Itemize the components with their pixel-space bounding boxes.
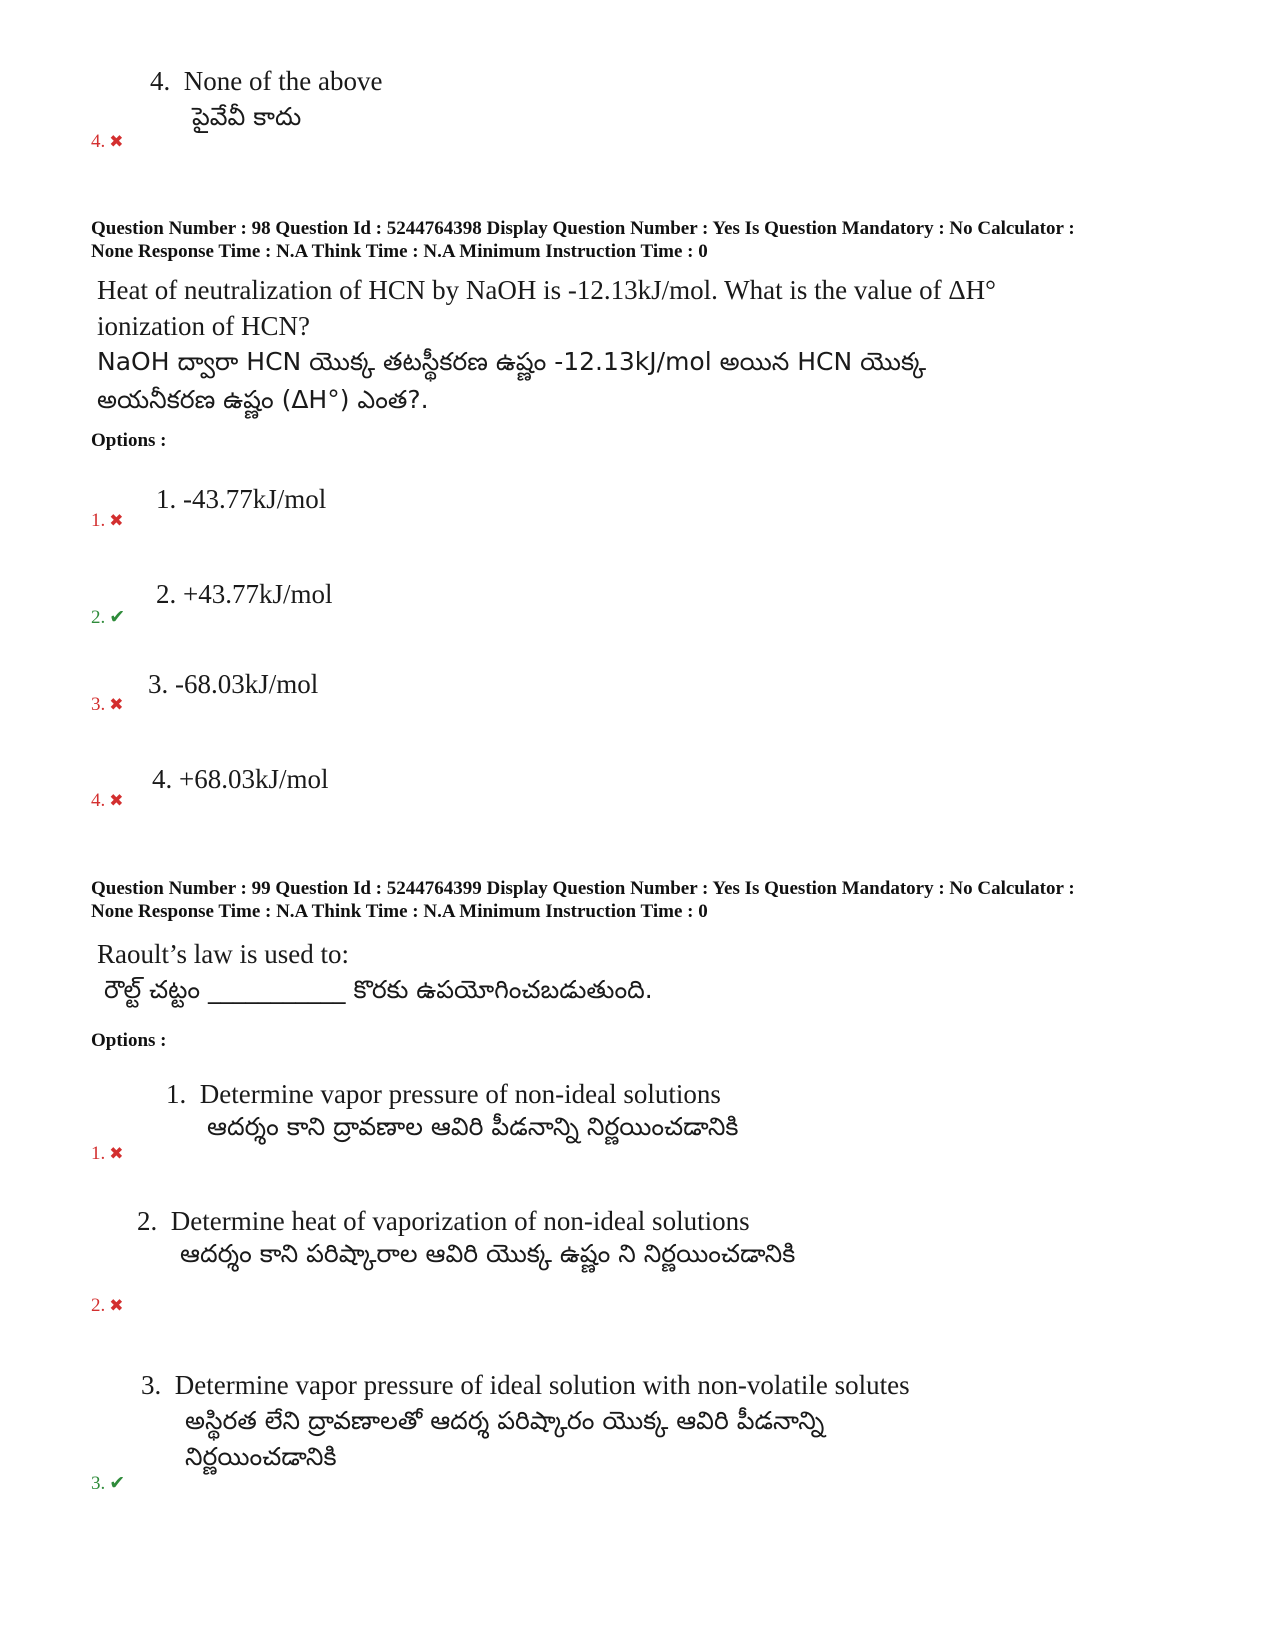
q98-meta <box>91 217 1201 263</box>
q99-option-3-telugu <box>185 1403 824 1475</box>
q99-option-2[interactable] <box>137 1203 750 1239</box>
q98-option-2[interactable]: 2. +43.77kJ/mol <box>156 579 333 609</box>
q99-option-3-telugu-line2: నిర్ణయించడానికి <box>185 1442 337 1471</box>
q98-option-4[interactable]: 4. +68.03kJ/mol <box>152 764 329 794</box>
q98-option-1-marker-label: 1. <box>91 510 106 531</box>
q99-question-text-en: Raoult’s law is used to: <box>97 939 349 969</box>
q98-option-2-marker-label: 2. <box>91 607 106 628</box>
q99-option-2-telugu: ఆదర్శం కాని పరిష్కారాల ఆవిరి యొక్క ఉష్ణం ని నిర్ణయించడానికి <box>180 1239 796 1268</box>
check-icon: ✔ <box>109 607 126 628</box>
q99-meta-line2: None Response Time : N.A Think Time : N.A Minimum Instruction Time : 0 <box>91 901 708 922</box>
q98-text-en-2: ionization of HCN? <box>97 311 310 341</box>
wrong-icon: ✖ <box>109 132 124 151</box>
q99-option-3-english: Determine vapor pressure of ideal solution with non-volatile solutes <box>174 1370 910 1400</box>
prev-option-4-marker <box>91 131 124 153</box>
wrong-icon: ✖ <box>109 695 124 714</box>
check-icon: ✔ <box>109 1473 126 1494</box>
q98-option-1-marker <box>91 510 124 532</box>
q99-option-1-english: Determine vapor pressure of non-ideal solutions <box>199 1079 721 1109</box>
wrong-icon: ✖ <box>109 1144 124 1163</box>
q98-question-text <box>97 272 996 344</box>
q99-option-1-telugu: ఆదర్శం కాని ద్రావణాల ఆవిరి పీడనాన్ని నిర్ణయించడానికి <box>207 1112 739 1141</box>
q99-option-1-marker-label: 1. <box>91 1143 106 1164</box>
prev-option-4-english <box>150 63 382 99</box>
prev-option-4-number: 4. <box>150 66 171 96</box>
q99-meta-line1: Question Number : 99 Question Id : 5244764399 Display Question Number : Yes Is Question Mandatory : No Calculator : <box>91 878 1075 899</box>
q99-option-2-number: 2. <box>137 1206 158 1236</box>
prev-option-4-english-text: None of the above <box>183 66 383 96</box>
q99-option-3-telugu-line1: అస్థిరత లేని ద్రావణాలతో ఆదర్శ పరిష్కారం యొక్క ఆవిరి పీడనాన్ని <box>185 1406 825 1435</box>
q98-option-3-marker-label: 3. <box>91 694 106 715</box>
q99-option-3-marker-label: 3. <box>91 1473 106 1494</box>
q98-option-3[interactable]: 3. -68.03kJ/mol <box>148 669 319 699</box>
q98-options-label: Options : <box>91 430 167 451</box>
q99-option-2-marker <box>91 1295 124 1317</box>
q99-option-1-marker <box>91 1143 124 1165</box>
q99-option-3[interactable] <box>141 1367 910 1403</box>
q98-text-te-1: NaOH ద్వారా HCN యొక్క తటస్థీకరణ ఉష్ణం -12.13kJ/mol అయిన HCN యొక్క <box>97 347 927 376</box>
q98-option-4-marker <box>91 790 124 812</box>
q99-option-3-marker <box>91 1472 125 1495</box>
q98-text-te-2: అయనీకరణ ఉష్ణం (ΔH°) ఎంత?. <box>97 385 429 414</box>
prev-option-4-marker-label: 4. <box>91 131 106 152</box>
q98-option-2-marker <box>91 606 125 629</box>
q98-meta-line2: None Response Time : N.A Think Time : N.A Minimum Instruction Time : 0 <box>91 241 708 262</box>
q98-option-3-marker <box>91 694 124 716</box>
q99-option-1[interactable] <box>166 1076 721 1112</box>
q99-option-2-english: Determine heat of vaporization of non-ideal solutions <box>170 1206 750 1236</box>
wrong-icon: ✖ <box>109 1296 124 1315</box>
prev-option-4-telugu: పైవేవీ కాదు <box>192 102 302 131</box>
q98-text-en-1: Heat of neutralization of HCN by NaOH is -12.13kJ/mol. What is the value of ΔH° <box>97 275 996 305</box>
q99-option-3-number: 3. <box>141 1370 162 1400</box>
q98-question-telugu <box>97 343 926 419</box>
q98-option-1[interactable]: 1. -43.77kJ/mol <box>156 484 327 514</box>
q99-options-label: Options : <box>91 1030 167 1051</box>
q98-option-4-marker-label: 4. <box>91 790 106 811</box>
q99-meta <box>91 877 1201 923</box>
q98-meta-line1: Question Number : 98 Question Id : 5244764398 Display Question Number : Yes Is Question Mandatory : No Calculator : <box>91 218 1075 239</box>
q99-option-2-marker-label: 2. <box>91 1295 106 1316</box>
wrong-icon: ✖ <box>109 511 124 530</box>
wrong-icon: ✖ <box>109 791 124 810</box>
q99-option-1-number: 1. <box>166 1079 187 1109</box>
q99-question-text-te: రౌల్ట్ చట్టం ___________ కొరకు ఉపయోగించబడుతుంది. <box>104 975 653 1004</box>
